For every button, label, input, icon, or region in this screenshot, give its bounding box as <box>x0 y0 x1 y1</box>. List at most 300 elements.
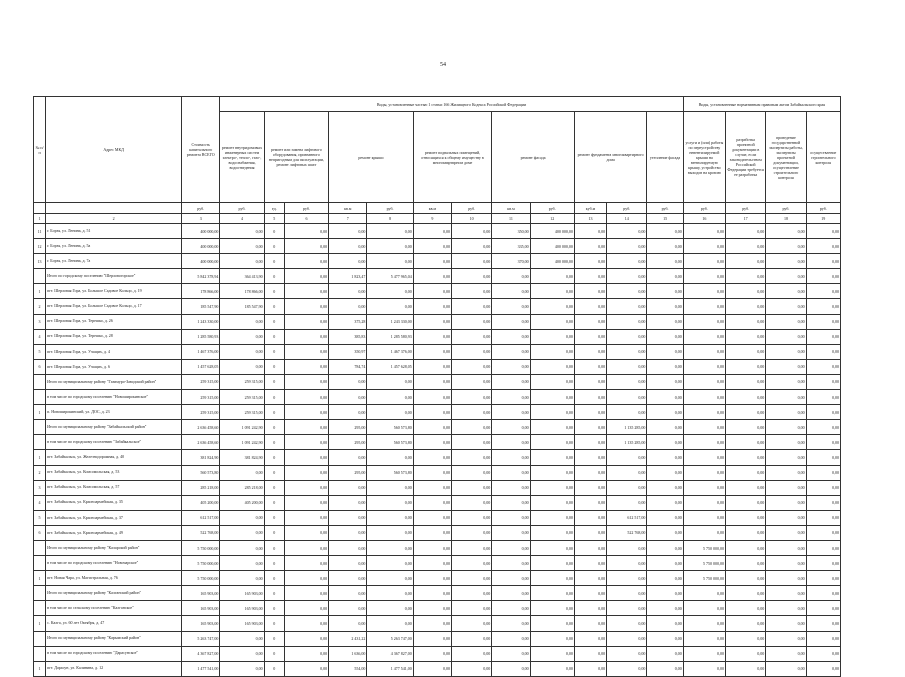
row-value: 0,00 <box>492 450 530 465</box>
row-value: 0 <box>264 269 284 284</box>
row-value: 0,00 <box>413 631 451 646</box>
row-value: 1 091 242,90 <box>220 435 264 450</box>
table-row <box>34 284 841 299</box>
row-value: 0,00 <box>492 359 530 374</box>
row-value: 0,00 <box>492 571 530 586</box>
row-value: 1 467 376,00 <box>182 344 220 359</box>
row-value: 0,00 <box>647 631 683 646</box>
row-value: 405 200,00 <box>182 495 220 510</box>
row-value: 0,00 <box>647 239 683 254</box>
row-value: 259 315,00 <box>182 374 220 389</box>
row-number <box>34 390 46 405</box>
row-value: 560 573,80 <box>182 465 220 480</box>
row-value: 0 <box>264 329 284 344</box>
row-value: 0,00 <box>492 661 530 676</box>
row-value: 0,00 <box>452 495 492 510</box>
row-address: пгт. Шерловая Гора, ул. Терешко, д. 26 <box>46 314 182 329</box>
row-value: 0,00 <box>647 661 683 676</box>
row-value: 0,00 <box>220 556 264 571</box>
row-value: 178 866,00 <box>182 284 220 299</box>
row-value: 0,00 <box>726 571 766 586</box>
row-value: 0,00 <box>647 540 683 555</box>
row-value: 0,00 <box>726 480 766 495</box>
row-value: 612 517,00 <box>182 510 220 525</box>
row-value: 0,00 <box>574 314 606 329</box>
row-value: 0,00 <box>284 314 328 329</box>
header-sub: ремонт подвальных помещений, относящихся к общему имуществу в многоквартирном доме <box>413 112 492 203</box>
row-value: 0,00 <box>367 540 413 555</box>
row-value: 0,00 <box>647 224 683 239</box>
row-value: 0,00 <box>413 314 451 329</box>
row-value: 0,00 <box>647 405 683 420</box>
units-cell: руб. <box>683 203 725 214</box>
row-value: 0,00 <box>806 254 840 269</box>
column-number: 12 <box>530 214 574 224</box>
table-row <box>34 450 841 465</box>
row-value: 0 <box>264 631 284 646</box>
row-value: 1 091 242,90 <box>220 420 264 435</box>
row-value: 0,00 <box>683 420 725 435</box>
table-row <box>34 480 841 495</box>
row-value: 0,00 <box>492 616 530 631</box>
subtotal-label: в том числе по городскому поселению "Забайкальское" <box>46 435 182 450</box>
table-row <box>34 556 841 571</box>
row-value: 1 285 580,93 <box>367 329 413 344</box>
row-value: 0,00 <box>607 314 647 329</box>
row-number: 6 <box>34 525 46 540</box>
column-number: 2 <box>46 214 182 224</box>
row-value: 0,00 <box>530 390 574 405</box>
row-value: 0,00 <box>452 420 492 435</box>
row-value: 0,00 <box>530 540 574 555</box>
row-number <box>34 269 46 284</box>
row-value: 0,00 <box>413 269 451 284</box>
row-value: 0,00 <box>726 601 766 616</box>
table-row <box>34 661 841 676</box>
row-value: 0,00 <box>766 314 806 329</box>
row-value: 0,00 <box>452 556 492 571</box>
row-value: 0,00 <box>574 390 606 405</box>
row-value: 0,00 <box>413 299 451 314</box>
row-value: 0,00 <box>574 601 606 616</box>
row-value: 364 413,90 <box>220 269 264 284</box>
row-value: 295,00 <box>329 465 367 480</box>
row-value: 0 <box>264 540 284 555</box>
header-sub: ремонт фасада <box>492 112 575 203</box>
row-value: 560 573,80 <box>367 420 413 435</box>
units-cell: кв.м <box>329 203 367 214</box>
row-value: 2 636 458,60 <box>182 435 220 450</box>
row-value: 0,00 <box>574 510 606 525</box>
row-number <box>34 374 46 389</box>
row-value: 0,00 <box>647 525 683 540</box>
row-value: 0,00 <box>647 450 683 465</box>
row-value: 0,00 <box>726 540 766 555</box>
column-number: 14 <box>607 214 647 224</box>
row-value: 0,00 <box>329 571 367 586</box>
row-value: 0,00 <box>530 344 574 359</box>
units-cell: руб. <box>284 203 328 214</box>
row-value: 0,00 <box>574 405 606 420</box>
row-value: 0,00 <box>647 344 683 359</box>
row-value: 0,00 <box>452 646 492 661</box>
header-group-lk: Виды, установленные частью 1 статьи 166 Жилищного Кодекса Российской Федерации <box>220 97 683 112</box>
row-value: 0,00 <box>329 405 367 420</box>
row-number: 1 <box>34 284 46 299</box>
row-value: 0,00 <box>766 359 806 374</box>
table-row <box>34 646 841 661</box>
row-value: 0,00 <box>329 390 367 405</box>
table-row <box>34 525 841 540</box>
row-value: 0,00 <box>452 314 492 329</box>
row-value: 0,00 <box>452 586 492 601</box>
row-value: 0,00 <box>806 435 840 450</box>
row-value: 0,00 <box>806 239 840 254</box>
header-cost: Стоимость капитального ремонта ВСЕГО <box>182 97 220 203</box>
row-value: 0,00 <box>806 405 840 420</box>
table-row <box>34 374 841 389</box>
row-value: 0,00 <box>766 616 806 631</box>
row-value: 0,00 <box>530 525 574 540</box>
row-value: 0,00 <box>647 374 683 389</box>
row-value: 0,00 <box>367 586 413 601</box>
row-value: 0,00 <box>726 556 766 571</box>
row-value: 0,00 <box>806 616 840 631</box>
row-value: 0,00 <box>683 269 725 284</box>
row-value: 185 547,90 <box>182 299 220 314</box>
row-value: 0,00 <box>726 510 766 525</box>
row-value: 0,00 <box>530 299 574 314</box>
row-address: пгт. Забайкальск, ул. Комсомольская, д. 57 <box>46 480 182 495</box>
row-value: 405 200,00 <box>220 495 264 510</box>
row-value: 0,00 <box>492 329 530 344</box>
row-value: 0,00 <box>452 571 492 586</box>
row-value: 350,97 <box>329 344 367 359</box>
subtotal-label: Итого по муниципальному району "Каларский район" <box>46 540 182 555</box>
row-value: 0,00 <box>492 556 530 571</box>
row-value: 0,00 <box>574 525 606 540</box>
row-number <box>34 586 46 601</box>
column-number: 18 <box>766 214 806 224</box>
units-cell: руб. <box>182 203 220 214</box>
row-value: 0,00 <box>574 224 606 239</box>
row-value: 0,00 <box>530 556 574 571</box>
row-value: 0,00 <box>726 359 766 374</box>
row-value: 0,00 <box>766 224 806 239</box>
units-cell: ед. <box>264 203 284 214</box>
row-number <box>34 601 46 616</box>
row-value: 0 <box>264 374 284 389</box>
row-value: 554,00 <box>329 661 367 676</box>
row-value: 0,00 <box>683 284 725 299</box>
units-cell: руб. <box>607 203 647 214</box>
row-value: 0,00 <box>367 254 413 269</box>
row-value: 0,00 <box>284 359 328 374</box>
row-value: 5 750 000,00 <box>182 540 220 555</box>
row-value: 400 000,00 <box>182 224 220 239</box>
row-value: 0,00 <box>607 616 647 631</box>
header-sub: ремонт внутридомовых инженерных систем электро-, тепло-, газо-, водоснабжения, водоотведения <box>220 112 264 203</box>
row-value: 0,00 <box>413 495 451 510</box>
row-address: пгт. Забайкальск, ул. Красноармейская, д. 35 <box>46 495 182 510</box>
row-number: 6 <box>34 359 46 374</box>
units-cell: кв.м <box>492 203 530 214</box>
row-value: 0,00 <box>683 239 725 254</box>
row-value: 0,00 <box>726 374 766 389</box>
row-value: 0,00 <box>766 269 806 284</box>
units-cell: руб. <box>766 203 806 214</box>
table-row <box>34 631 841 646</box>
row-value: 285 218,00 <box>182 480 220 495</box>
row-address: пгт. Забайкальск, ул. Комсомольская, д. 53 <box>46 465 182 480</box>
row-value: 0,00 <box>367 374 413 389</box>
column-number: 6 <box>284 214 328 224</box>
row-value: 165 903,00 <box>182 586 220 601</box>
row-value: 0 <box>264 450 284 465</box>
row-value: 0,00 <box>607 374 647 389</box>
row-value: 259 315,00 <box>220 374 264 389</box>
row-value: 0 <box>264 495 284 510</box>
row-value: 0,00 <box>413 239 451 254</box>
units-cell: руб. <box>726 203 766 214</box>
row-value: 0,00 <box>220 224 264 239</box>
row-value: 350,00 <box>492 224 530 239</box>
row-value: 0,00 <box>367 616 413 631</box>
row-value: 0,00 <box>806 299 840 314</box>
row-value: 0,00 <box>726 465 766 480</box>
row-value: 0,00 <box>683 405 725 420</box>
units-cell: руб. <box>806 203 840 214</box>
row-value: 0,00 <box>220 525 264 540</box>
row-number <box>34 631 46 646</box>
row-value: 0,00 <box>726 314 766 329</box>
row-number: 2 <box>34 465 46 480</box>
table-row <box>34 420 841 435</box>
table-row <box>34 435 841 450</box>
table-row <box>34 344 841 359</box>
row-value: 0,00 <box>492 601 530 616</box>
row-value: 522 768,00 <box>607 525 647 540</box>
row-value: 0,00 <box>220 254 264 269</box>
row-value: 0,00 <box>413 571 451 586</box>
row-value: 0,00 <box>329 374 367 389</box>
row-value: 0,00 <box>607 631 647 646</box>
row-value: 0,00 <box>413 661 451 676</box>
row-number: 1 <box>34 616 46 631</box>
row-value: 0,00 <box>452 631 492 646</box>
row-value: 0,00 <box>329 586 367 601</box>
row-value: 0,00 <box>492 510 530 525</box>
row-value: 0,00 <box>220 239 264 254</box>
row-value: 0,00 <box>220 344 264 359</box>
row-value: 0,00 <box>766 661 806 676</box>
row-value: 0,00 <box>726 631 766 646</box>
row-address: пгт. Шерловая Гора, ул. Терешко, д. 28 <box>46 329 182 344</box>
row-value: 0,00 <box>452 374 492 389</box>
row-value: 0,00 <box>574 254 606 269</box>
row-value: 0 <box>264 480 284 495</box>
row-value: 0,00 <box>806 390 840 405</box>
row-value: 0,00 <box>452 390 492 405</box>
row-value: 0,00 <box>413 420 451 435</box>
row-value: 0,00 <box>452 224 492 239</box>
row-value: 0,00 <box>766 631 806 646</box>
row-value: 0,00 <box>683 344 725 359</box>
row-value: 0,00 <box>766 586 806 601</box>
table-row <box>34 586 841 601</box>
row-value: 0,00 <box>284 224 328 239</box>
row-value: 1 243 330,00 <box>182 314 220 329</box>
row-value: 0,00 <box>413 344 451 359</box>
row-value: 0 <box>264 435 284 450</box>
row-value: 0,00 <box>413 284 451 299</box>
row-value: 0,00 <box>367 495 413 510</box>
units-cell: руб. <box>367 203 413 214</box>
row-value: 0,00 <box>413 586 451 601</box>
row-value: 0,00 <box>806 284 840 299</box>
row-value: 0,00 <box>607 269 647 284</box>
row-value: 0,00 <box>413 374 451 389</box>
row-value: 0,00 <box>766 571 806 586</box>
row-value: 0,00 <box>284 420 328 435</box>
row-value: 0,00 <box>413 616 451 631</box>
row-value: 0,00 <box>492 314 530 329</box>
row-value: 5 263 747,00 <box>182 631 220 646</box>
subtotal-label: Итого по городскому поселению "Шерловогорское" <box>46 269 182 284</box>
row-value: 0,00 <box>647 616 683 631</box>
row-value: 0,00 <box>329 284 367 299</box>
row-value: 0 <box>264 239 284 254</box>
row-number <box>34 420 46 435</box>
row-value: 0,00 <box>284 405 328 420</box>
row-value: 0,00 <box>530 405 574 420</box>
row-value: 0,00 <box>806 450 840 465</box>
row-value: 0,00 <box>530 480 574 495</box>
row-number: 1 <box>34 661 46 676</box>
header-address: Адрес МКД <box>46 97 182 203</box>
row-value: 0,00 <box>726 616 766 631</box>
row-value: 0,00 <box>683 314 725 329</box>
row-value: 0,00 <box>574 359 606 374</box>
row-value: 0,00 <box>530 420 574 435</box>
row-value: 0,00 <box>766 510 806 525</box>
subtotal-label: Итого по муниципальному району "Газимуро-Заводский район" <box>46 374 182 389</box>
row-value: 0,00 <box>452 299 492 314</box>
row-value: 0,00 <box>413 646 451 661</box>
row-value: 0,00 <box>530 329 574 344</box>
row-value: 0,00 <box>492 299 530 314</box>
table-row <box>34 254 841 269</box>
row-value: 0,00 <box>284 646 328 661</box>
row-value: 0,00 <box>367 525 413 540</box>
row-value: 0,00 <box>607 284 647 299</box>
row-value: 0,00 <box>726 586 766 601</box>
row-value: 0,00 <box>766 540 806 555</box>
row-value: 0,00 <box>766 284 806 299</box>
row-value: 0,00 <box>284 571 328 586</box>
row-value: 0,00 <box>574 269 606 284</box>
row-value: 0,00 <box>574 480 606 495</box>
row-address: пгт. Шерловая Гора, ул. Большое Садовое Кольцо, д. 17 <box>46 299 182 314</box>
row-number <box>34 435 46 450</box>
row-value: 0,00 <box>806 420 840 435</box>
row-value: 0,00 <box>806 314 840 329</box>
row-value: 0,00 <box>607 556 647 571</box>
row-value: 0,00 <box>574 284 606 299</box>
row-value: 522 768,00 <box>182 525 220 540</box>
row-address: пгт. Новая Чара, ул. Магистральная, д. 76 <box>46 571 182 586</box>
row-value: 1 135 285,00 <box>607 435 647 450</box>
row-value: 0,00 <box>367 405 413 420</box>
column-number: 4 <box>220 214 264 224</box>
row-value: 0,00 <box>367 299 413 314</box>
row-value: 0,00 <box>329 540 367 555</box>
row-value: 0,00 <box>806 510 840 525</box>
units-cell: руб. <box>452 203 492 214</box>
row-value: 0,00 <box>683 495 725 510</box>
row-value: 0,00 <box>452 480 492 495</box>
row-value: 295,00 <box>329 420 367 435</box>
row-value: 165 903,00 <box>220 616 264 631</box>
row-value: 1 243 330,00 <box>367 314 413 329</box>
row-value: 0,00 <box>766 556 806 571</box>
row-value: 0,00 <box>530 586 574 601</box>
row-value: 285 218,00 <box>220 480 264 495</box>
row-number: 11 <box>34 224 46 239</box>
row-value: 0,00 <box>452 239 492 254</box>
row-value: 0,00 <box>329 299 367 314</box>
row-value: 0,00 <box>452 359 492 374</box>
row-value: 560 573,80 <box>367 465 413 480</box>
row-value: 0,00 <box>607 359 647 374</box>
row-value: 0 <box>264 661 284 676</box>
row-value: 0,00 <box>492 374 530 389</box>
row-value: 0,00 <box>683 374 725 389</box>
row-value: 784,74 <box>329 359 367 374</box>
row-value: 0,00 <box>766 601 806 616</box>
row-value: 0,00 <box>607 329 647 344</box>
row-value: 0,00 <box>329 450 367 465</box>
row-value: 0,00 <box>766 239 806 254</box>
row-value: 0,00 <box>329 525 367 540</box>
subtotal-label: Итого по муниципальному району "Калганский район" <box>46 586 182 601</box>
row-value: 0,00 <box>647 299 683 314</box>
row-value: 259 315,00 <box>220 390 264 405</box>
row-value: 0,00 <box>413 450 451 465</box>
row-value: 0,00 <box>284 586 328 601</box>
row-value: 0,00 <box>220 631 264 646</box>
row-value: 0,00 <box>530 616 574 631</box>
row-value: 0,00 <box>806 586 840 601</box>
row-value: 0,00 <box>329 601 367 616</box>
row-value: 0,00 <box>683 450 725 465</box>
page-number: 54 <box>440 62 446 68</box>
row-value: 0,00 <box>413 254 451 269</box>
row-value: 0,00 <box>683 631 725 646</box>
row-value: 5 477 965,04 <box>367 269 413 284</box>
row-value: 0,00 <box>530 601 574 616</box>
row-value: 0,00 <box>530 314 574 329</box>
column-number: 10 <box>452 214 492 224</box>
header-sub: разработка проектной документации в случае, если законодательством Российской Федерации требуется ее разработка <box>726 112 766 203</box>
row-value: 0,00 <box>726 239 766 254</box>
row-value: 185 547,90 <box>220 299 264 314</box>
header-sub: осуществление строительного контроля <box>806 112 840 203</box>
row-value: 0,00 <box>683 390 725 405</box>
row-number: 2 <box>34 299 46 314</box>
table-row <box>34 465 841 480</box>
row-value: 0,00 <box>806 269 840 284</box>
